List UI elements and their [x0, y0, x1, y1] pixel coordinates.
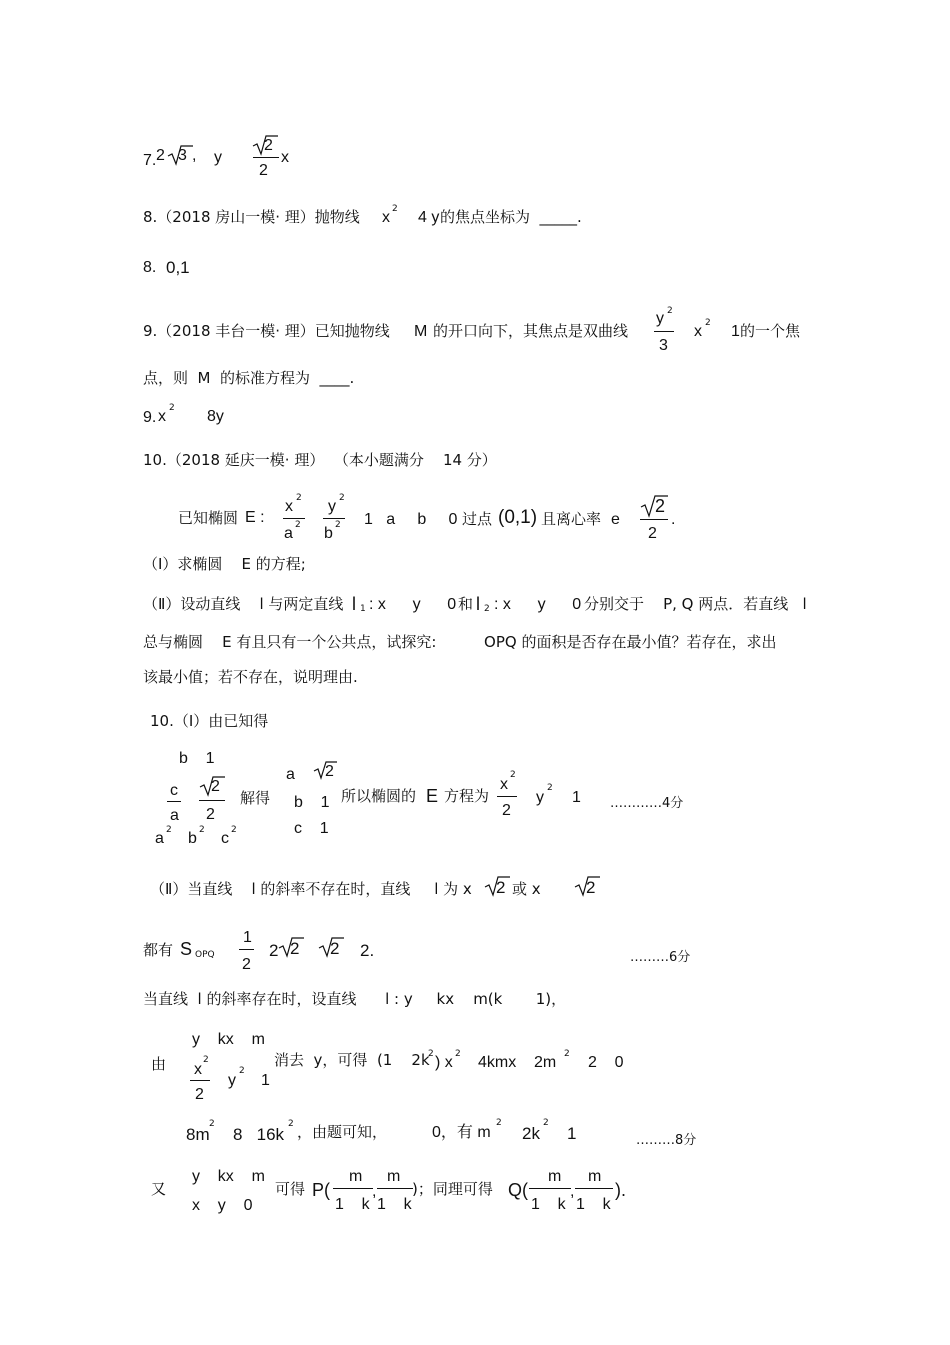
sol-delta-exp1: 2 [209, 1119, 215, 1129]
q8-question-suffix: 的焦点坐标为 _____. [440, 208, 582, 226]
sol-elim-exp1: 2 [428, 1049, 434, 1059]
sol-s2-line1: （Ⅱ）当直线 l 的斜率不存在时，直线 l 为 x [150, 880, 472, 898]
q10-a-den: a [284, 525, 293, 542]
q10-l2-sub: 2 [484, 604, 490, 614]
sol-S: S [180, 939, 193, 959]
q7-frac-num: 2 [264, 137, 273, 154]
sol-sys-y2-exp: 2 [239, 1066, 245, 1076]
q9-y: y [656, 310, 664, 327]
fraction-bar [253, 157, 279, 158]
sol-end: ). [615, 1180, 626, 1200]
fraction-bar [239, 949, 254, 950]
sol-P-m2: m [387, 1168, 401, 1185]
q7-frac-den: 2 [259, 162, 268, 179]
sol-ra: a [286, 766, 295, 783]
q9-question-prefix: 9.（2018 丰台一模· 理）已知抛物线 [143, 322, 390, 340]
q9-answer-rhs: 8y [207, 408, 224, 425]
fraction-bar [199, 800, 225, 801]
fraction-bar [323, 518, 345, 519]
sol-b2-exp: 2 [199, 825, 205, 835]
sol-one: 1 [572, 789, 581, 806]
q10-y-num: y [328, 498, 336, 515]
q10-and: 和 [458, 595, 474, 613]
sol-y: y [536, 789, 544, 806]
q10-x-num: x [285, 498, 293, 515]
fraction-bar [575, 1188, 613, 1189]
q10-b-exp: 2 [335, 520, 341, 530]
sol-dots4: …………4分 [610, 796, 684, 811]
sol-or: 或 x [512, 880, 541, 898]
q8-exp: 2 [392, 204, 398, 214]
q9-suffix: 的一个焦 [740, 322, 801, 340]
sol-elim-exp2: 2 [455, 1049, 461, 1059]
sol-x-den: 2 [502, 802, 511, 819]
q10-l2-eq: : x y 0 [494, 596, 582, 613]
sol-c2-exp: 2 [231, 825, 237, 835]
sol-b1: b 1 [179, 750, 215, 767]
sol-c: c [170, 782, 178, 799]
fraction-bar [529, 1188, 571, 1189]
sol-rad-d: 2 [330, 939, 340, 958]
sol-sys-den: 2 [195, 1086, 204, 1103]
q10-l1-sub: 1 [360, 604, 366, 614]
sol-sys-b: x y 0 [192, 1197, 253, 1214]
sol-b-sym: b [188, 830, 197, 847]
q10-l2: l [476, 594, 480, 614]
sol-rb: b 1 [294, 794, 330, 811]
sol-solve: 解得 [240, 789, 271, 807]
q9-answer-label: 9. [143, 409, 157, 426]
sol-den2: 2 [206, 806, 215, 823]
sol-rad-a: 2 [496, 878, 506, 897]
sol-P-den2: 1 k [377, 1196, 412, 1213]
sol-half-num: 1 [243, 929, 252, 946]
sol-eq2: 2. [360, 941, 375, 960]
q10-period: . [671, 511, 676, 528]
sol-by: 由 [151, 1055, 167, 1073]
sol-elim3: 4kmx 2m [478, 1054, 557, 1071]
q10-cond: 1 a b 0 [364, 511, 458, 528]
q7-rad: 3 [178, 147, 187, 164]
sol-P-m1: m [349, 1168, 363, 1185]
sol-delta-c: ，由题可知， [297, 1123, 388, 1141]
sol-a-den: a [170, 807, 179, 824]
fraction-bar [654, 331, 674, 332]
sol-same: )；同理可得 [412, 1180, 493, 1198]
q10-b-den: b [324, 525, 333, 542]
sol-delta-f: 1 [567, 1124, 577, 1143]
sol-Q-m2: m [588, 1168, 602, 1185]
sol-c-sym: c [221, 830, 229, 847]
q9-answer-x: x [158, 408, 166, 425]
q8-question-prefix: 8.（2018 房山一模· 理）抛物线 [143, 208, 360, 226]
sol-delta-exp2: 2 [288, 1119, 294, 1129]
sol-P: P( [312, 1180, 330, 1200]
sol-a2: a [155, 830, 164, 847]
q8-x: x [382, 209, 390, 226]
sol-Q: Q( [508, 1180, 528, 1200]
fraction-bar [497, 796, 517, 797]
sol-dots6: ………6分 [630, 950, 691, 965]
sol-sys-y: y kx m [192, 1031, 265, 1048]
sol-a2-exp: 2 [166, 825, 172, 835]
sol-can-get: 可得 [275, 1180, 306, 1198]
fraction-bar [190, 1080, 210, 1081]
q10-passes: 过点 [462, 510, 493, 528]
sol-y-exp: 2 [547, 783, 553, 793]
q8-answer-label: 8. [143, 259, 157, 276]
q10-ecc: 且离心率 [541, 510, 602, 528]
sol-s2-line3: 当直线 l 的斜率存在时，设直线 l : y kx m(k 1)， [143, 990, 567, 1008]
q10-part2-a: （Ⅱ）设动直线 l 与两定直线 [143, 595, 344, 613]
sol-elim-exp3: 2 [564, 1049, 570, 1059]
sol-heading: 10.（Ⅰ）由已知得 [150, 712, 269, 730]
q8-answer-value: 0,1 [166, 258, 190, 277]
q9-den: 3 [659, 337, 668, 354]
q10-y-exp: 2 [339, 493, 345, 503]
q10-ecc-den: 2 [648, 525, 657, 542]
q9-one: 1 [731, 323, 740, 340]
q7-y: y [214, 149, 222, 166]
q9-x: x [694, 323, 702, 340]
sol-conclusion: 所以椭圆的 [341, 787, 417, 805]
q10-part2-line3: 该最小值；若不存在，说明理由. [143, 668, 358, 686]
q10-E: E : [245, 509, 265, 526]
sol-rad2: 2 [211, 778, 220, 795]
q10-e: e [611, 511, 620, 528]
q10-l1: l [352, 594, 356, 614]
q10-part1: （Ⅰ）求椭圆 E 的方程; [143, 555, 306, 573]
sol-sys-one: 1 [261, 1072, 270, 1089]
sol-delta-a: 8m [186, 1125, 210, 1144]
sol-sys-x-exp: 2 [203, 1055, 209, 1065]
q7-x: x [281, 149, 289, 166]
sol-eq-word: 方程为 [444, 787, 490, 805]
sol-delta-e: 2k [522, 1124, 540, 1143]
sol-x-exp: 2 [510, 770, 516, 780]
sol-rad-b: 2 [586, 878, 596, 897]
q10-a-exp: 2 [295, 520, 301, 530]
sol-all-have: 都有 [143, 941, 174, 959]
fraction-bar [640, 519, 668, 520]
sol-ra-rad: 2 [325, 763, 334, 780]
sol-Q-den2: 1 k [576, 1196, 611, 1213]
sol-dots8: ………8分 [636, 1133, 697, 1148]
sol-delta-exp3: 2 [496, 1118, 502, 1128]
sol-sys-x: x [194, 1061, 202, 1078]
sol-delta-d: 0，有 m [432, 1124, 491, 1141]
q9-exp-y: 2 [667, 306, 673, 316]
sol-S-sub: OPQ [195, 950, 215, 960]
q7-coef: 2 [156, 147, 165, 164]
sol-P-den1: 1 k [335, 1196, 370, 1213]
q7-comma: , [192, 147, 197, 164]
q10-x-exp: 2 [296, 493, 302, 503]
sol-x: x [500, 776, 508, 793]
q10-point: (0,1) [498, 507, 538, 528]
q7-answer-label: 7. [143, 152, 157, 169]
sol-two: 2 [269, 941, 279, 960]
sol-delta-exp4: 2 [543, 1118, 549, 1128]
sol-sys-a: y kx m [192, 1168, 265, 1185]
sol-elim: 消去 y，可得 (1 2k [274, 1051, 430, 1069]
sol-Q-m1: m [548, 1168, 562, 1185]
fraction-bar [377, 1188, 413, 1189]
sol-delta-b: 8 16k [233, 1125, 285, 1144]
sol-Q-den1: 1 k [531, 1196, 566, 1213]
fraction-bar [283, 518, 305, 519]
q10-part2-b: 分别交于 P, Q 两点．若直线 l [584, 595, 807, 613]
q10-heading: 10.（2018 延庆一模· 理） （本小题满分 14 分） [143, 451, 497, 469]
q9-m: M [414, 323, 428, 340]
sol-E: E [426, 786, 439, 806]
fraction-bar [333, 1188, 373, 1189]
q9-line2: 点，则 M 的标准方程为 ____. [143, 369, 355, 387]
q9-exp-x: 2 [705, 318, 711, 328]
q10-part2-line2: 总与椭圆 E 有且只有一个公共点，试探究: OPQ 的面积是否存在最小值？若存在，求出 [143, 633, 777, 651]
q10-ecc-rad: 2 [655, 496, 666, 516]
fraction-bar [167, 801, 181, 802]
sol-elim2: ) x [435, 1054, 453, 1071]
sol-rc: c 1 [294, 820, 329, 837]
q10-l1-eq: : x y 0 [369, 596, 457, 613]
sol-sys-y2: y [228, 1072, 236, 1089]
sol-half-den: 2 [242, 956, 251, 973]
sol-Q-comma: , [570, 1183, 575, 1200]
q9-mid: 的开口向下，其焦点是双曲线 [433, 322, 629, 340]
q10-known: 已知椭圆 [178, 509, 239, 527]
sol-again: 又 [151, 1180, 167, 1198]
q9-answer-exp: 2 [169, 403, 175, 413]
sol-rad-c: 2 [290, 939, 300, 958]
sol-elim4: 2 0 [588, 1054, 624, 1071]
sol-P-comma: , [372, 1183, 377, 1200]
q8-rhs: 4 y [418, 209, 440, 226]
